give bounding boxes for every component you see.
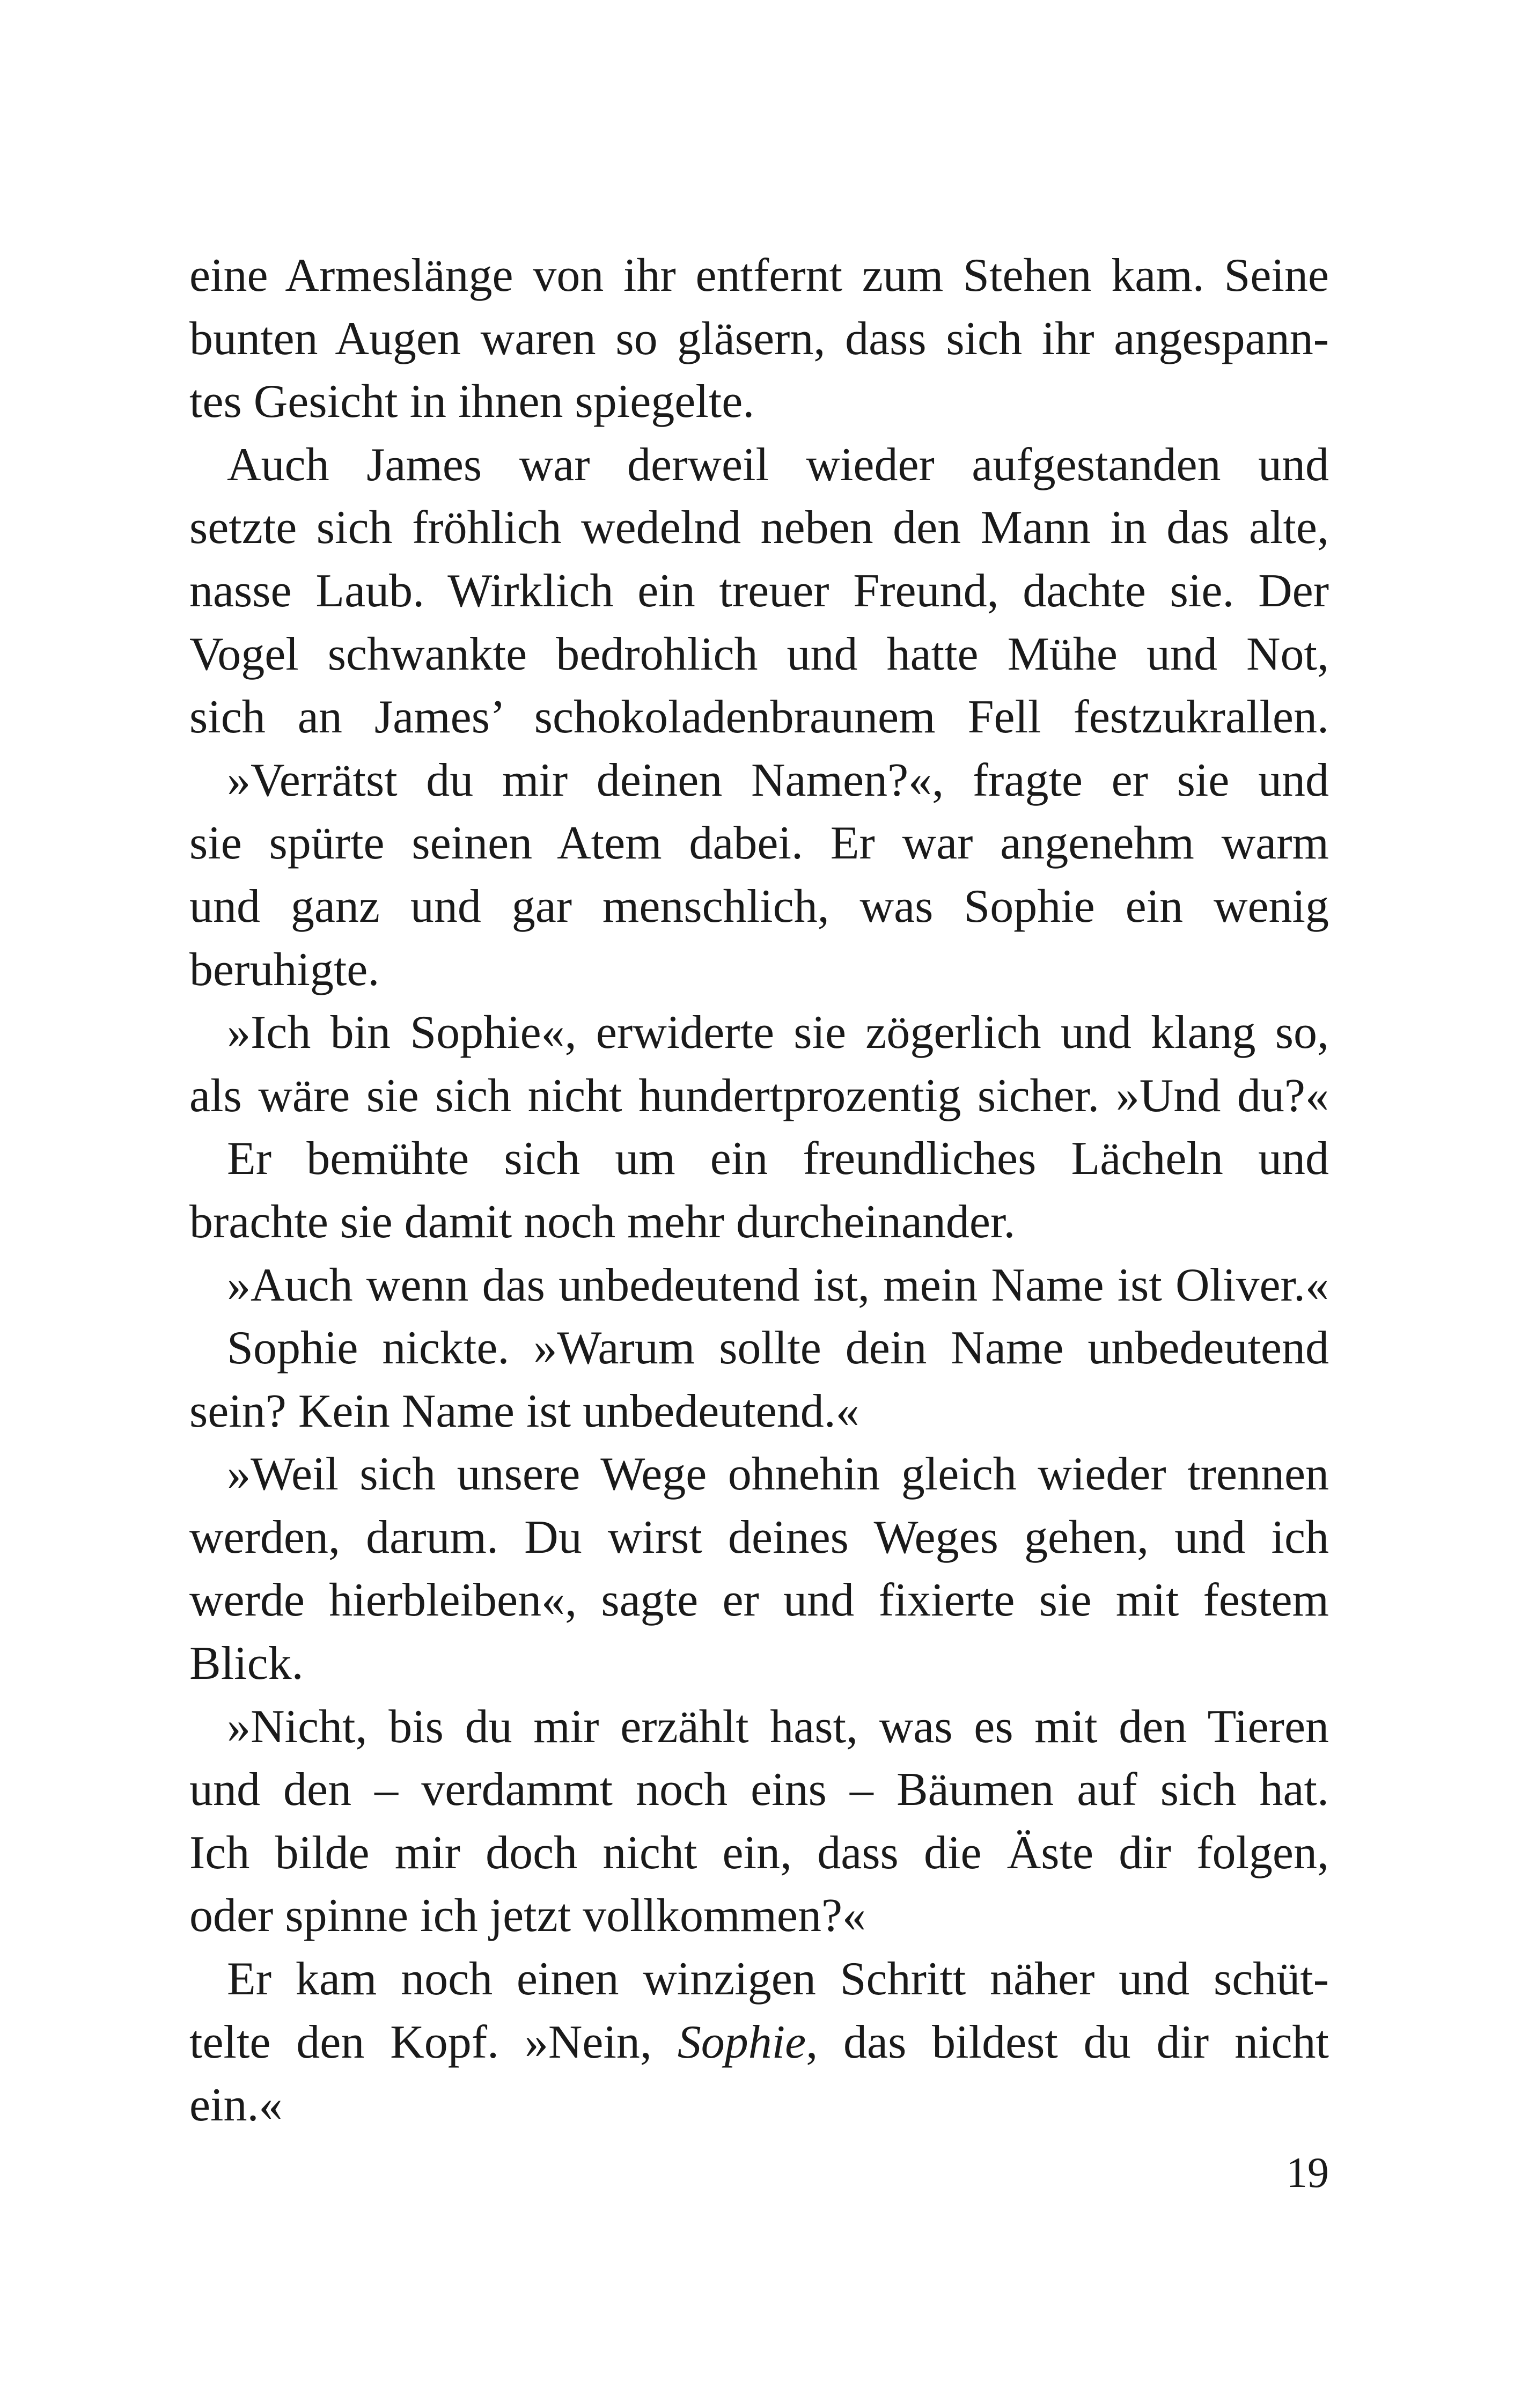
text-line: Ich bilde mir doch nicht ein, dass die Äste dir folgen, (189, 1826, 1329, 1879)
text-line: »Weil sich unsere Wege ohnehin gleich wieder trennen (227, 1448, 1329, 1501)
page-number: 19 (1286, 2149, 1329, 2197)
text-line: werden, darum. Du wirst deines Weges gehen, und ich (189, 1511, 1329, 1563)
text-line: »Ich bin Sophie«, erwiderte sie zögerlich und klang so, (227, 1007, 1329, 1059)
text-line: werde hierbleiben«, sagte er und fixierte sie mit festem (189, 1574, 1329, 1627)
text-line: brachte sie damit noch mehr durcheinander. (189, 1195, 1016, 1248)
text-line: Er bemühte sich um ein freundliches Lächeln und (227, 1133, 1329, 1185)
text-line: und ganz und gar menschlich, was Sophie ein wenig (189, 880, 1329, 933)
body-text (189, 244, 1329, 2137)
text-line: sein? Kein Name ist unbedeutend.« (189, 1385, 859, 1437)
text-line: und den – verdammt noch eins – Bäumen auf sich hat. (189, 1764, 1329, 1816)
text-line: »Verrätst du mir deinen Namen?«, fragte er sie und (227, 754, 1329, 806)
text-line: Vogel schwankte bedrohlich und hatte Mühe und Not, (189, 628, 1329, 680)
text-line: nasse Laub. Wirklich ein treuer Freund, dachte sie. Der (189, 564, 1329, 617)
text-line: sich an James’ schokoladenbraunem Fell festzukrallen. (189, 691, 1329, 744)
text-segment: telte den Kopf. »Nein, (189, 2016, 678, 2068)
text-segment: , das bildest du dir nicht (806, 2016, 1329, 2068)
text-line: setzte sich fröhlich wedelnd neben den Mann in das alte, (189, 502, 1329, 554)
text-line: Blick. (189, 1638, 304, 1690)
italic-name: Sophie (677, 2016, 806, 2068)
text-line: als wäre sie sich nicht hundertprozentig sicher. »Und du?« (189, 1069, 1329, 1122)
text-line (189, 2011, 1329, 2074)
text-line: eine Armeslänge von ihr entfernt zum Stehen kam. Seine (189, 249, 1329, 302)
text-line: Er kam noch einen winzigen Schritt näher und schüt- (227, 1953, 1329, 2006)
text-line: ein.« (189, 2079, 283, 2132)
text-line: beruhigte. (189, 943, 380, 996)
text-line: Auch James war derweil wieder aufgestanden und (227, 438, 1329, 491)
text-line: bunten Augen waren so gläsern, dass sich ihr angespann- (189, 312, 1329, 365)
text-line: »Nicht, bis du mir erzählt hast, was es mit den Tieren (227, 1700, 1329, 1753)
text-line: tes Gesicht in ihnen spiegelte. (189, 376, 755, 428)
text-line: Sophie nickte. »Warum sollte dein Name unbedeutend (227, 1322, 1329, 1375)
text-line: sie spürte seinen Atem dabei. Er war angenehm warm (189, 817, 1329, 870)
text-line: »Auch wenn das unbedeutend ist, mein Name ist Oliver.« (227, 1259, 1329, 1311)
text-line: oder spinne ich jetzt vollkommen?« (189, 1890, 866, 1942)
